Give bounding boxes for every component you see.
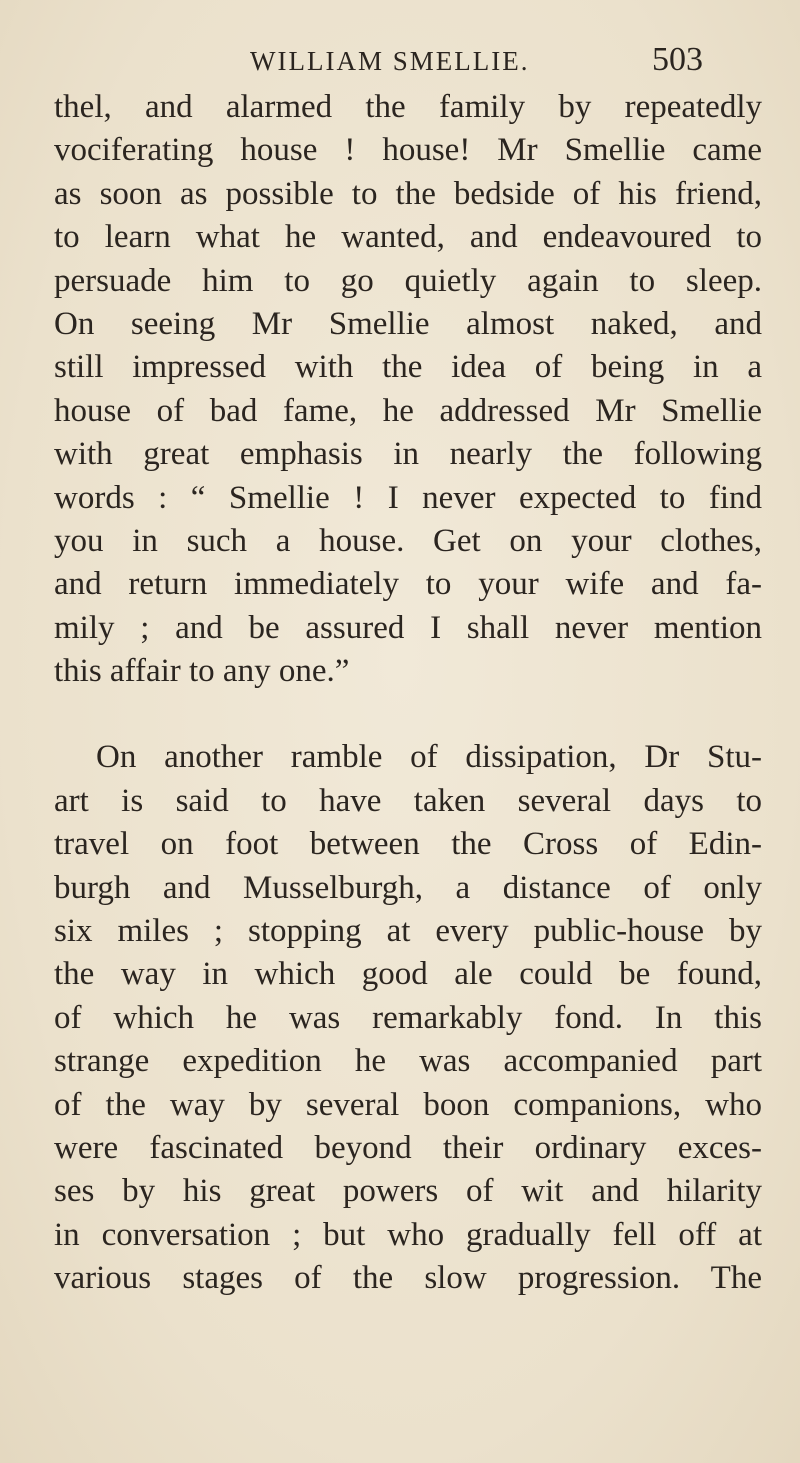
text-line: burgh and Musselburgh, a distance of only [54, 869, 762, 906]
text-line: strange expedition he was accompanied part [54, 1043, 762, 1080]
text-line: you in such a house. Get on your clothes, [54, 522, 762, 559]
text-line: with great emphasis in nearly the following [54, 436, 762, 473]
text-line: this affair to any one.” [54, 653, 350, 690]
paragraph-gap [54, 693, 762, 736]
paragraph [54, 86, 762, 693]
text-line: six miles ; stopping at every public-house by [54, 913, 762, 950]
text-line: of the way by several boon companions, who [54, 1086, 762, 1123]
text-line: travel on foot between the Cross of Edin- [54, 826, 762, 863]
body-text [54, 86, 762, 1301]
text-line: persuade him to go quietly again to sleep. [54, 262, 762, 299]
text-line: of which he was remarkably fond. In this [54, 999, 762, 1036]
text-line: and return immediately to your wife and fa- [54, 566, 762, 603]
paragraph [54, 736, 762, 1300]
running-head: WILLIAM SMELLIE. [250, 46, 530, 76]
page-number: 503 [652, 41, 703, 78]
text-line: vociferating house ! house! Mr Smellie came [54, 132, 762, 169]
text-line: various stages of the slow progression. The [54, 1260, 762, 1297]
text-line: in conversation ; but who gradually fell off at [54, 1216, 762, 1253]
text-line: words : “ Smellie ! I never expected to find [54, 479, 762, 516]
text-line: On another ramble of dissipation, Dr Stu- [96, 739, 762, 776]
text-line: were fascinated beyond their ordinary exces- [54, 1129, 762, 1166]
text-line: ses by his great powers of wit and hilarity [54, 1173, 762, 1210]
text-line: to learn what he wanted, and endeavoured to [54, 219, 762, 256]
text-line: house of bad fame, he addressed Mr Smellie [54, 392, 762, 429]
text-line: still impressed with the idea of being in a [54, 349, 762, 386]
text-line: as soon as possible to the bedside of his friend, [54, 175, 762, 212]
text-line: art is said to have taken several days to [54, 782, 762, 819]
text-line: On seeing Mr Smellie almost naked, and [54, 305, 762, 342]
text-line: thel, and alarmed the family by repeatedly [54, 89, 762, 125]
text-line: mily ; and be assured I shall never mention [54, 609, 762, 646]
text-line: the way in which good ale could be found, [54, 956, 762, 993]
